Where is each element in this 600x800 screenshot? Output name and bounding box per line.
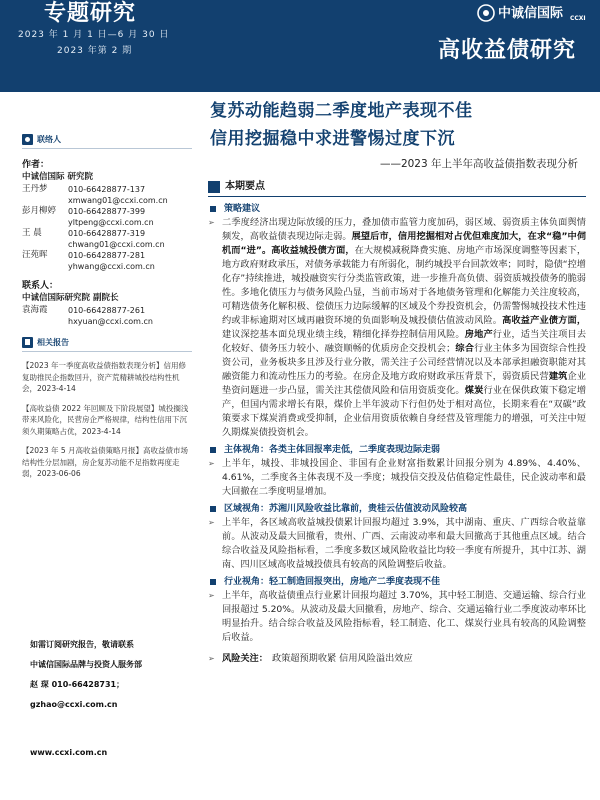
ccxi-logo <box>476 4 594 26</box>
contact-email-line[interactable]: gzhao@ccxi.com.cn <box>30 700 118 709</box>
square-bullet-icon <box>210 506 216 512</box>
arrow-bullet-icon: ➢ <box>208 518 215 527</box>
author-name: 王丹梦 <box>22 184 48 194</box>
strategy-emphasis: 展望后市，信用挖掘相对占优但难度加大，在求“稳”中伺机而“进”。高收益城投债方面， <box>222 231 587 256</box>
author-entry <box>22 184 192 206</box>
authors-label: 作者： <box>22 160 50 170</box>
strategy-heading-text: 策略建议 <box>224 204 261 214</box>
related-section-header <box>22 337 192 352</box>
key-points-header <box>208 180 586 197</box>
strategy-text <box>222 216 586 440</box>
liaison-email[interactable]: hxyuan@ccxi.com.cn <box>68 317 153 326</box>
industry-heading <box>208 575 586 589</box>
liaison-block <box>22 278 192 327</box>
related-section-label: 相关报告 <box>37 338 69 347</box>
arrow-bullet-icon: ➢ <box>208 218 215 227</box>
arrow-bullet-icon: ➢ <box>208 459 215 468</box>
strategy-segment: 在大规模减税降费实施、房地产市场深度调整等因素下，地方政府财政承压，对债务承载能力有所弱化，制约城投平台回款效率；同时，隐债“控增化存”持续推进，城投融资实行分类监管政策，进一步推升高负债、弱资质城投债务的脆弱性。多地化债压力与债务风险凸显，当前市场对于各地债务管理和化解能力关注度较高，可精选债务化解积极、偿债压力边际缓解的区域及个券投资机会，仍需警惕城投技术性违约或非标逾期对区域再融资环境的负面影响及城投债估值波动风险。 <box>222 245 587 326</box>
arrow-bullet-icon: ➢ <box>208 654 215 663</box>
department-line: 中诚信国际品牌与投资人服务部 <box>30 660 142 669</box>
square-bullet-icon <box>210 579 216 585</box>
author-email[interactable]: yltpeng@ccxi.com.cn <box>68 218 154 227</box>
strategy-emphasis: 房地产 <box>464 329 493 340</box>
strategy-emphasis: 高收益产业债方面， <box>502 315 587 326</box>
arrow-bullet-icon: ➢ <box>208 591 215 600</box>
logo-text-en: CCXI <box>570 15 586 22</box>
industry-heading-text: 行业视角：轻工制造回报突出，房地产二季度表现不佳 <box>224 577 441 587</box>
issue-number: 2023 年第 2 期 <box>57 46 133 56</box>
author-email[interactable]: yhwang@ccxi.com.cn <box>68 262 155 271</box>
square-bullet-icon <box>210 206 216 212</box>
square-bullet-icon <box>210 447 216 453</box>
report-title-line2: 信用挖掘稳中求进警惕过度下沉 <box>210 129 455 149</box>
report-period: 2023 年 1 月 1 日—6 月 30 日 <box>18 30 170 40</box>
contacts-section-label: 联络人 <box>37 135 61 144</box>
contact-icon <box>22 134 33 145</box>
strategy-heading <box>208 202 586 216</box>
logo-mark-icon <box>476 4 496 22</box>
website-link[interactable]: www.ccxi.com.cn <box>30 748 108 757</box>
author-email[interactable]: chwang01@ccxi.com.cn <box>68 240 165 249</box>
strategy-segment: 建议深挖基本面兑现业绩主线，精细化择券控制信用风险。 <box>222 329 465 340</box>
document-icon <box>22 337 33 348</box>
liaison-entry <box>22 305 192 327</box>
subject-heading-text: 主体视角：各类主体回报率走低，二季度表现边际走弱 <box>224 445 441 455</box>
subject-text: 上半年，城投、非城投国企、非国有企业财富指数累计回报分别为 4.89%、4.40%、4.61%，二季度各主体表现不及一季度；城投信交投及估值稳定性最佳，民企波动率和最大回撤在二季度明显增加。 <box>222 458 586 497</box>
author-email[interactable]: xmwang01@ccxi.com.cn <box>68 196 168 205</box>
risk-label: 风险关注： <box>222 653 268 664</box>
strategy-segment: 行业，适当关注项目去化较好、债务压力较小、融资顺畅的优质房企交投机会； <box>222 329 587 354</box>
strategy-paragraph <box>208 216 586 440</box>
key-points-title: 本期要点 <box>225 181 265 192</box>
region-heading <box>208 502 586 516</box>
author-entry <box>22 228 192 250</box>
region-heading-text: 区域视角：苏湘川风险收益比靠前，贵桂云估值波动风险较高 <box>224 504 468 514</box>
strategy-segment: 企业垫资问题进一步凸显，需关注其偿债风险和信用资质变化。 <box>222 371 587 396</box>
liaison-label: 联系人： <box>22 281 59 291</box>
strategy-segment: 行业在保供政策下稳定增产，但国内需求增长有限，煤价上半年波动下行但仍处于相对高位，长期来看在“双碳”政策要求下煤炭消费或受抑制，企业信用资质依赖自身经营及管理能力的增强，可关注中短久期煤炭债投资机会。 <box>222 385 587 438</box>
contacts-section-header <box>22 134 192 149</box>
related-report-item[interactable]: 【高收益债 2022 年回顾及下阶段展望】城投搁浅带来风险化，民营房企严格规律，结构性信用下沉须久期策略占优，2023-4-14 <box>22 403 189 436</box>
region-paragraph <box>208 516 586 572</box>
contact-phone-line: 赵 琛 010-66428731； <box>30 680 125 689</box>
risk-text: 政策超预期收紧 信用风险溢出效应 <box>271 653 413 664</box>
author-phone: 010-66428877-281 <box>68 251 146 260</box>
subject-heading <box>208 443 586 457</box>
related-reports <box>22 337 192 480</box>
author-name: 彭月柳婷 <box>22 206 57 216</box>
key-points-icon <box>208 181 220 193</box>
author-phone: 010-66428877-137 <box>68 185 146 194</box>
strategy-segment: 行业主体多为国资综合性投资公司，业务板块多且涉及行业分散，需关注子公司经营情况以及本部承担融资职能对其融资能力和流动性压力的考验。在房企及地方政府财政承压背景下，弱资质民营 <box>222 343 587 382</box>
liaison-name: 袁海霞 <box>22 305 48 315</box>
related-report-item[interactable]: 【2023 年 5 月高收益债策略月报】高收益债市场结构性分层加剧，房企复苏动能不足指数再度走弱，2023-06-06 <box>22 446 189 478</box>
author-phone: 010-66428877-319 <box>68 229 146 238</box>
author-phone: 010-66428877-399 <box>68 207 146 216</box>
subscription-info <box>30 638 200 712</box>
strategy-emphasis: 煤炭 <box>464 385 484 396</box>
related-report-item[interactable]: 【2023 年一季度高收益债指数表现分析】信用修复助推民企指数回升，资产荒精耕城投结构性机会，2023-4-14 <box>22 361 186 393</box>
logo-text-cn: 中诚信国际 <box>498 6 564 21</box>
report-category: 高收益债研究 <box>437 38 576 63</box>
region-text: 上半年，各区域高收益城投债累计回报均超过 3.9%，其中湖南、重庆、广西综合收益靠前。从波动及最大回撤看，贵州、广西、云南波动率和最大回撤高于其他重点区域。结合综合收益及风险指标看，二季度多数区域风险收益比均较一季度有所提升，其中江苏、湖南、四川区域高收益城投债具有较高的风险调整后收益。 <box>222 517 586 570</box>
liaison-org: 中诚信国际研究院 副院长 <box>22 293 119 303</box>
subject-paragraph <box>208 457 586 499</box>
industry-paragraph <box>208 589 586 645</box>
author-name: 王 晨 <box>22 228 42 238</box>
author-name: 汪苑晖 <box>22 250 48 260</box>
industry-text: 上半年，高收益债重点行业累计回报均超过 3.70%，其中轻工制造、交通运输、综合行业回报超过 5.20%。从波动及最大回撤看，房地产、综合、交通运输行业二季度波动率环比明显抬升。结合综合收益及风险指标看，轻工制造、化工、煤炭行业具有较高的风险调整后收益。 <box>222 590 586 643</box>
strategy-emphasis: 综合 <box>455 343 475 354</box>
authors-org: 中诚信国际 研究院 <box>22 172 93 182</box>
key-points <box>208 180 586 666</box>
strategy-segment: 二季度经济出现边际放缓的压力，叠加债市监管力度加码，弱区域、弱资质主体负面舆情频发，高收益债表现边际走弱。 <box>222 217 586 242</box>
subscribe-line: 如需订阅研究报告，敬请联系 <box>30 640 134 649</box>
author-entry <box>22 206 192 228</box>
strategy-emphasis: 建筑 <box>548 371 568 382</box>
liaison-phone: 010-66428877-261 <box>68 306 146 315</box>
report-subtitle: ——2023 年上半年高收益债指数表现分析 <box>379 158 578 170</box>
report-title-line1: 复苏动能趋弱二季度地产表现不佳 <box>210 101 473 121</box>
risk-note <box>208 652 586 666</box>
author-entry <box>22 250 192 272</box>
left-sidebar <box>22 134 192 488</box>
header-banner <box>0 0 600 92</box>
series-label: 专题研究 <box>44 1 137 26</box>
